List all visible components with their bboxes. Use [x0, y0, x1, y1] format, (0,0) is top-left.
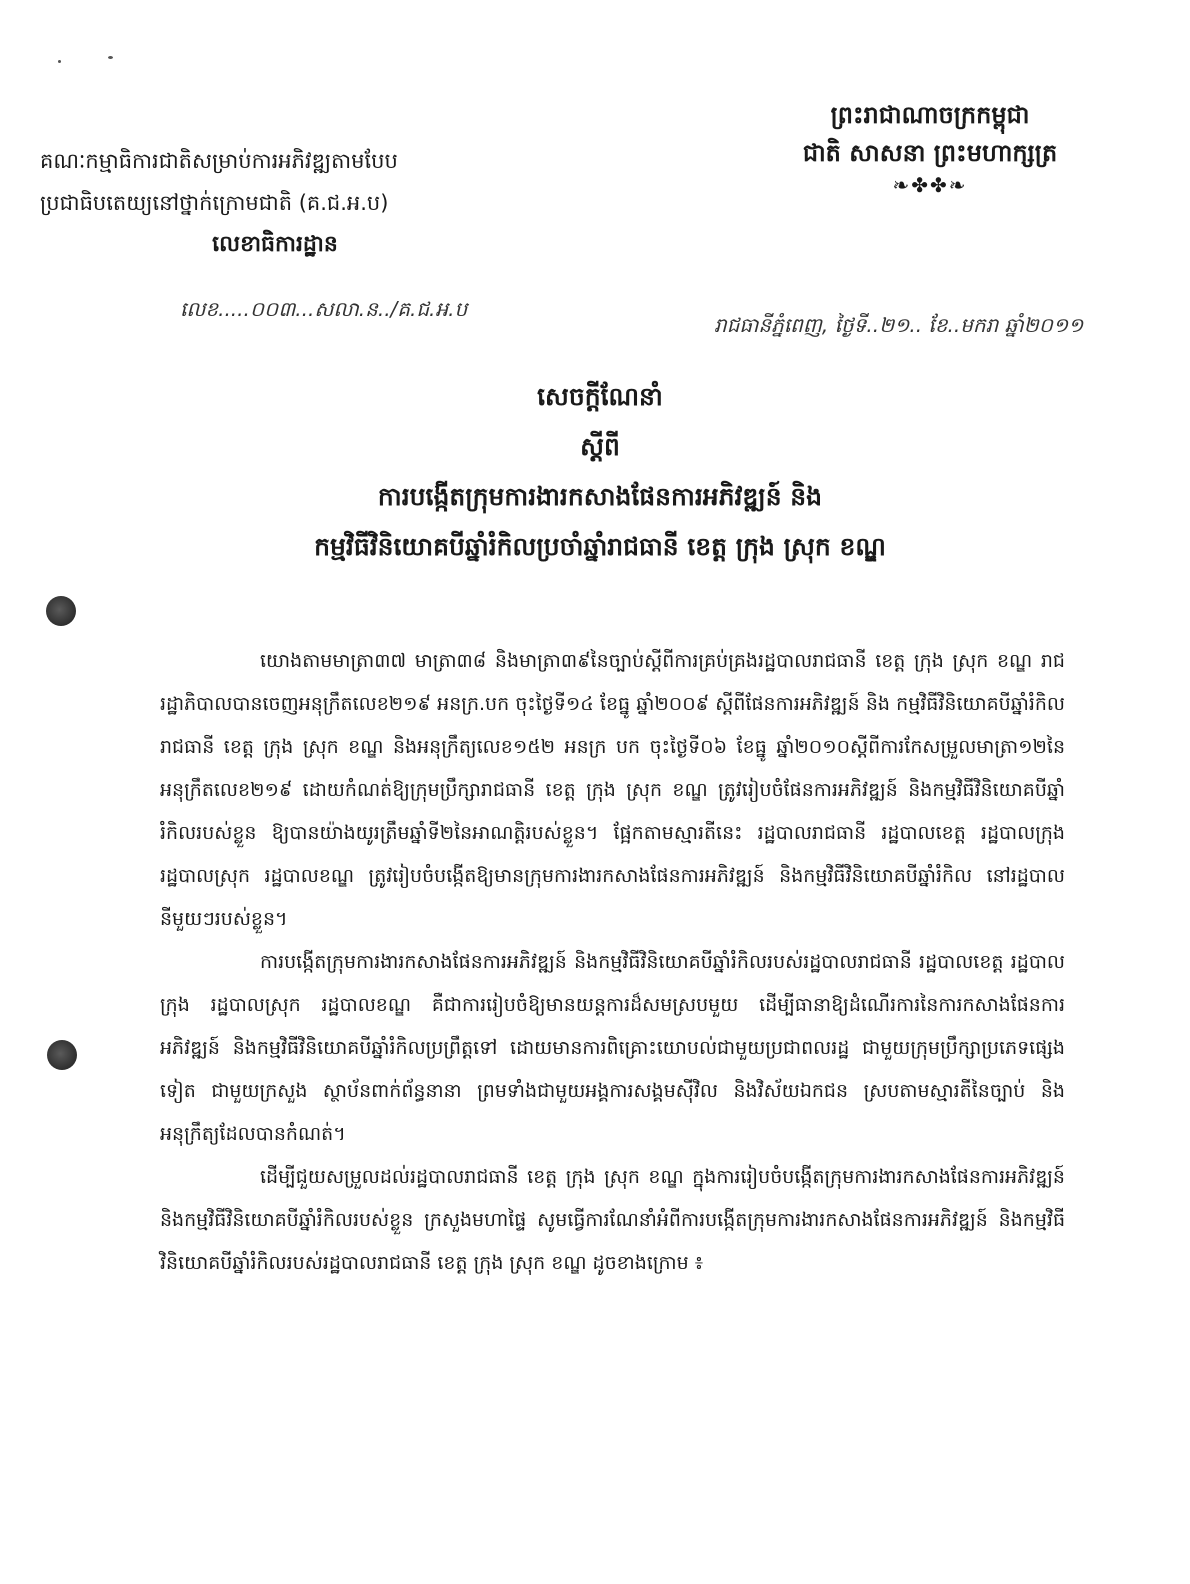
- title-type: សេចក្តីណែនាំ: [537, 382, 663, 411]
- national-motto: ជាតិ សាសនា ព្រះមហាក្សត្រ: [802, 139, 1058, 167]
- scan-speck: [108, 56, 113, 59]
- agency-header: [40, 140, 510, 266]
- title-subject-line1: ការបង្កើតក្រុមការងារកសាងផែនការអភិវឌ្ឍន៍ និង: [377, 482, 823, 511]
- scan-speck: [58, 60, 61, 63]
- paragraph: ដើម្បីជួយសម្រួលដល់រដ្ឋបាលរាជធានី ខេត្ត ក្រុង ស្រុក ខណ្ឌ ក្នុងការរៀបចំបង្កើតក្រុមការងារកសាងផែនការអភិវឌ្ឍន៍ និងកម្មវិធីវិនិយោគបីឆ្នាំរំកិលរបស់ខ្លួន ក្រសួងមហាផ្ទៃ សូមធ្វើការណែនាំអំពីការបង្កើតក្រុមការងារកសាងផែនការអភិវឌ្ឍន៍ និងកម្មវិធីវិនិយោគបីឆ្នាំរំកិលរបស់រដ្ឋបាលរាជធានី ខេត្ត ក្រុង ស្រុក ខណ្ឌ ដូចខាងក្រោម ៖: [160, 1166, 1065, 1274]
- document-body: [160, 640, 1065, 1285]
- punch-hole: [46, 596, 76, 626]
- title-about: ស្តីពី: [580, 432, 620, 461]
- document-title: [140, 372, 1060, 572]
- agency-name-line2: ប្រជាធិបតេយ្យនៅថ្នាក់ក្រោមជាតិ (គ.ជ.អ.ប): [40, 191, 389, 215]
- kingdom-name: ព្រះរាជាណាចក្រកម្ពុជា: [830, 101, 1030, 129]
- paragraph: ការបង្កើតក្រុមការងារកសាងផែនការអភិវឌ្ឍន៍ និងកម្មវិធីវិនិយោគបីឆ្នាំរំកិលរបស់រដ្ឋបាលរាជធានី រដ្ឋបាលខេត្ត រដ្ឋបាលក្រុង រដ្ឋបាលស្រុក រដ្ឋបាលខណ្ឌ គឺជាការរៀបចំឱ្យមានយន្តការដ៏សមស្របមួយ ដើម្បីធានាឱ្យដំណើរការនៃការកសាងផែនការអភិវឌ្ឍន៍ និងកម្មវិធីវិនិយោគបីឆ្នាំរំកិលប្រព្រឹត្តទៅ ដោយមានការពិគ្រោះយោបល់ជាមួយប្រជាពលរដ្ឋ ជាមួយក្រុមប្រឹក្សាប្រភេទផ្សេងទៀត ជាមួយក្រសួង ស្ថាប័នពាក់ព័ន្ធនានា ព្រមទាំងជាមួយអង្គការសង្គមស៊ីវិល និងវិស័យឯកជន ស្របតាមស្មារតីនៃច្បាប់ និងអនុក្រឹត្យដែលបានកំណត់។: [160, 951, 1065, 1145]
- reference-number: លេខ.....០០៣...សលា.ន../គ.ជ.អ.ប: [180, 297, 468, 321]
- secretariat-label: លេខាធិការដ្ឋាន: [212, 232, 338, 257]
- document-date: រាជធានីភ្នំពេញ, ថ្ងៃទី..២១.. ខែ..មករា ឆ្នាំ២០១១: [714, 313, 1084, 337]
- agency-name-line1: គណៈកម្មាធិការជាតិសម្រាប់ការអភិវឌ្ឍតាមបែប: [40, 149, 398, 173]
- title-subject-line2: កម្មវិធីវិនិយោគបីឆ្នាំរំកិលប្រចាំឆ្នាំរាជធានី ខេត្ត ក្រុង ស្រុក ខណ្ឌ: [314, 532, 886, 561]
- punch-hole: [47, 1040, 77, 1070]
- ornament-divider: ❧✤✤❧: [892, 173, 968, 197]
- paragraph: យោងតាមមាត្រា៣៧ មាត្រា៣៨ និងមាត្រា៣៩នៃច្បាប់ស្តីពីការគ្រប់គ្រងរដ្ឋបាលរាជធានី ខេត្ត ក្រុង ស្រុក ខណ្ឌ រាជរដ្ឋាភិបាលបានចេញអនុក្រឹតលេខ២១៩ អនក្រ.បក ចុះថ្ងៃទី១៤ ខែធ្នូ ឆ្នាំ២០០៩ ស្តីពីផែនការអភិវឌ្ឍន៍ និង កម្មវិធីវិនិយោគបីឆ្នាំរំកិលរាជធានី ខេត្ត ក្រុង ស្រុក ខណ្ឌ និងអនុក្រឹត្យលេខ១៥២ អនក្រ បក ចុះថ្ងៃទី០៦ ខែធ្នូ ឆ្នាំ២០១០ស្តីពីការកែសម្រួលមាត្រា១២នៃអនុក្រឹតលេខ២១៩ ដោយកំណត់ឱ្យក្រុមប្រឹក្សារាជធានី ខេត្ត ក្រុង ស្រុក ខណ្ឌ ត្រូវរៀបចំផែនការអភិវឌ្ឍន៍ និងកម្មវិធីវិនិយោគបីឆ្នាំរំកិលរបស់ខ្លួន ឱ្យបានយ៉ាងយូរត្រឹមឆ្នាំទី២នៃអាណត្តិរបស់ខ្លួន។ ផ្អែកតាមស្មារតីនេះ រដ្ឋបាលរាជធានី រដ្ឋបាលខេត្ត រដ្ឋបាលក្រុង រដ្ឋបាលស្រុក រដ្ឋបាលខណ្ឌ ត្រូវរៀបចំបង្កើតឱ្យមានក្រុមការងារកសាងផែនការអភិវឌ្ឍន៍ និងកម្មវិធីវិនិយោគបីឆ្នាំរំកិល នៅរដ្ឋបាលនីមួយៗរបស់ខ្លួន។: [160, 650, 1065, 930]
- kingdom-header: [740, 96, 1120, 198]
